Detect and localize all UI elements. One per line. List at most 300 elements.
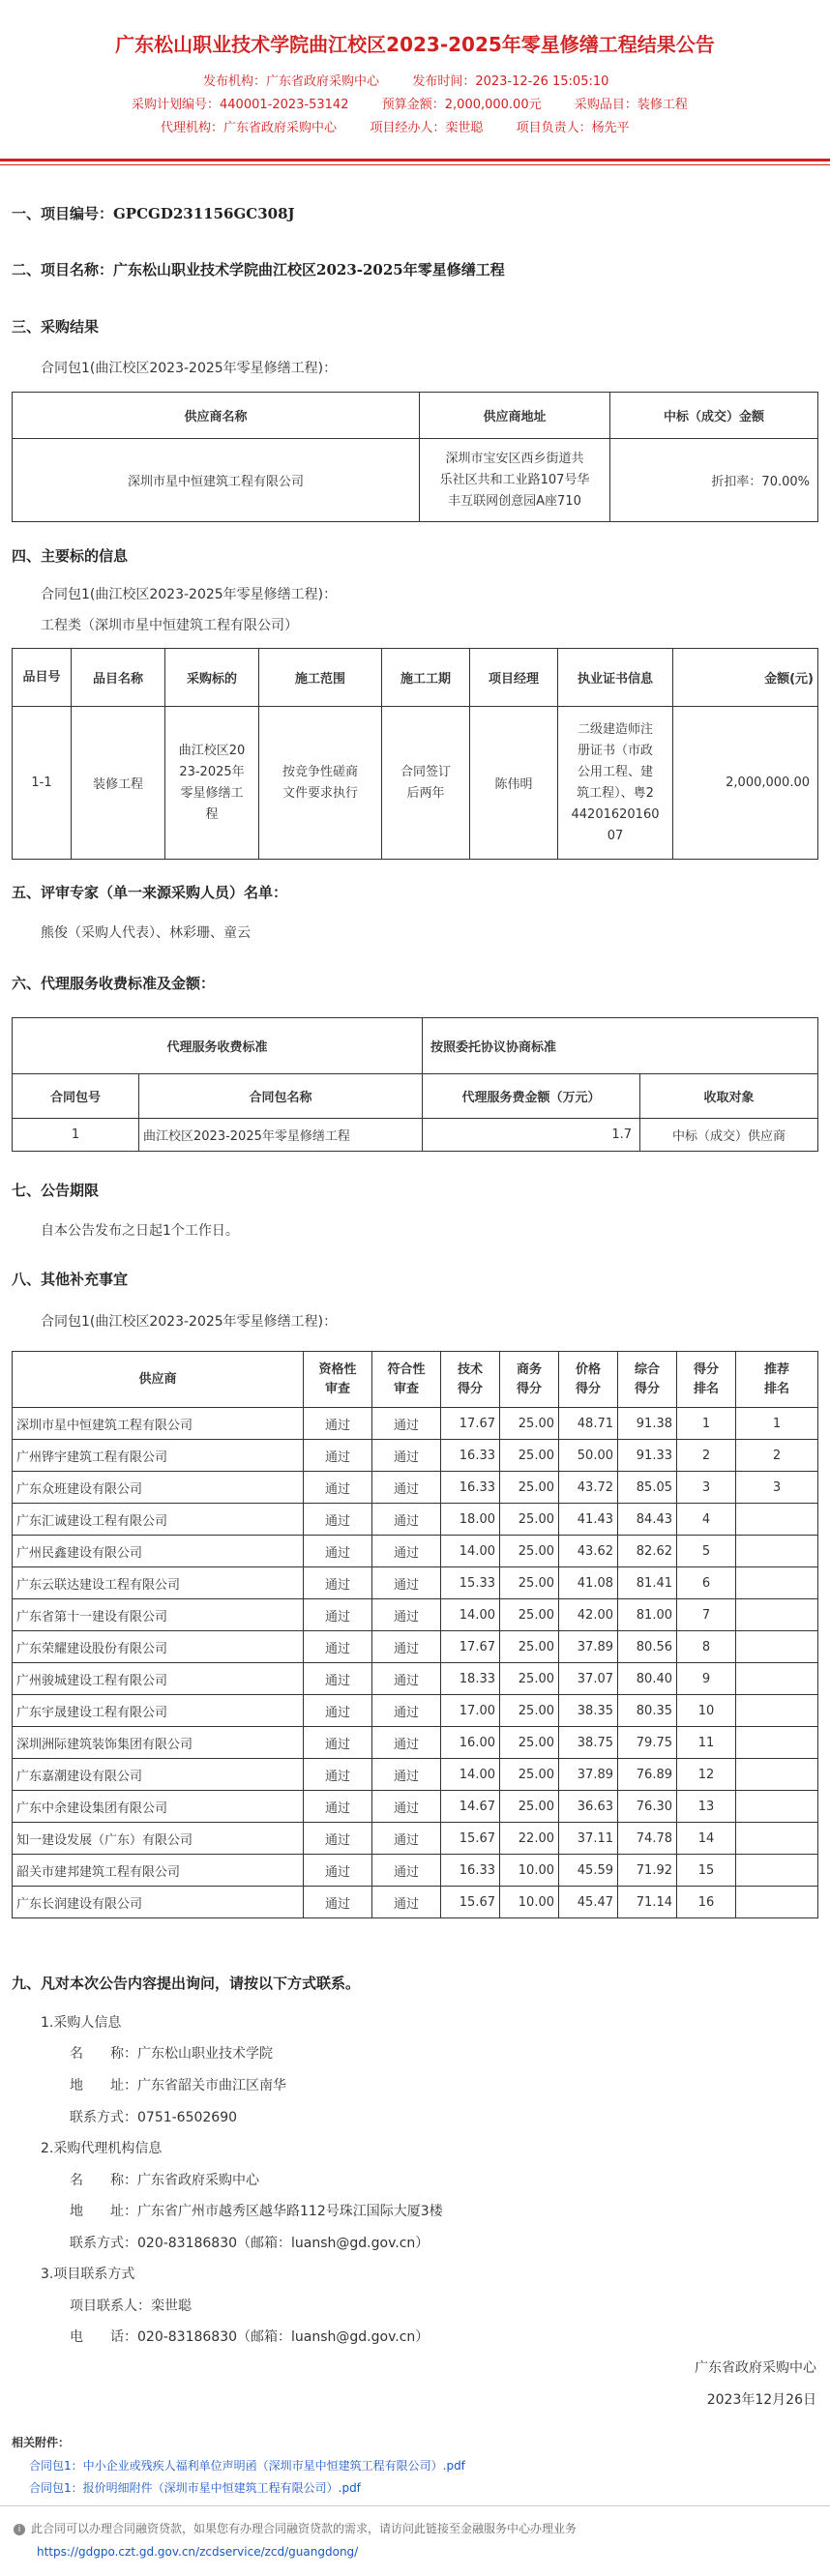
score-cell: 38.35 [559, 1695, 618, 1727]
subject-amount: 2,000,000.00 [673, 707, 818, 860]
score-cell: 广州民鑫建设有限公司 [13, 1536, 304, 1567]
score-cell: 45.59 [559, 1855, 618, 1887]
score-cell: 76.30 [618, 1791, 677, 1823]
score-cell: 14.67 [441, 1791, 500, 1823]
cell-line: 零星修缮工 [180, 785, 244, 801]
score-cell: 79.75 [618, 1727, 677, 1759]
result-col-address: 供应商地址 [420, 393, 610, 439]
score-cell [736, 1759, 818, 1791]
header-line: 商务 [516, 1361, 542, 1377]
score-cell [736, 1695, 818, 1727]
score-col-header [559, 1352, 618, 1408]
score-cell: 41.08 [559, 1567, 618, 1599]
score-cell: 深圳市星中恒建筑工程有限公司 [13, 1408, 304, 1440]
cell-line: 合同签订 [400, 764, 451, 779]
header-line: 审查 [393, 1381, 419, 1396]
score-cell [736, 1599, 818, 1631]
subject-no: 1-1 [13, 707, 72, 860]
score-cell: 4 [677, 1504, 736, 1536]
score-cell: 91.33 [618, 1440, 677, 1472]
score-cell: 广东嘉潮建设有限公司 [13, 1759, 304, 1791]
score-cell: 16.00 [441, 1727, 500, 1759]
score-cell: 36.63 [559, 1791, 618, 1823]
info-icon: i [14, 2524, 25, 2535]
score-cell: 通过 [304, 1727, 372, 1759]
score-cell: 81.00 [618, 1599, 677, 1631]
subject-table [12, 648, 818, 860]
section-subject-heading: 四、主要标的信息 [12, 547, 129, 565]
score-cell: 37.89 [559, 1759, 618, 1791]
attachment-link[interactable]: 合同包1：中小企业或残疾人福利单位声明函（深圳市星中恒建筑工程有限公司）.pdf [29, 2459, 465, 2473]
header-line: 得分 [516, 1381, 542, 1396]
agency-value: 广东省政府采购中心 [223, 121, 338, 135]
score-col-header [441, 1352, 500, 1408]
score-cell: 通过 [304, 1887, 372, 1918]
score-cell: 25.00 [500, 1695, 559, 1727]
table-row [13, 1663, 818, 1695]
score-col-header [618, 1352, 677, 1408]
subject-col-scope: 施工范围 [259, 649, 382, 707]
table-row [13, 1727, 818, 1759]
section-supplement-heading: 八、其他补充事宜 [12, 1271, 129, 1288]
budget-label: 预算金额： [381, 98, 445, 112]
subject-type-label: 工程类（深圳市星中恒建筑工程有限公司） [41, 618, 298, 633]
score-cell: 25.00 [500, 1759, 559, 1791]
meta-row-2 [132, 94, 688, 112]
score-cell: 15.67 [441, 1887, 500, 1918]
fee-name: 曲江校区2023-2025年零星修缮工程 [139, 1119, 423, 1152]
score-col-header [677, 1352, 736, 1408]
footer-divider [0, 2505, 830, 2506]
project-contact-phone: 电 话：020-83186830（邮箱：luansh@gd.gov.cn） [70, 2329, 430, 2345]
score-cell: 16 [677, 1887, 736, 1918]
period-text: 自本公告发布之日起1个工作日。 [41, 1223, 239, 1239]
sign-date: 2023年12月26日 [706, 2392, 816, 2408]
header-line: 得分 [634, 1381, 660, 1396]
header-line: 排名 [693, 1381, 719, 1396]
table-row [13, 1440, 818, 1472]
score-cell: 45.47 [559, 1887, 618, 1918]
score-cell: 通过 [304, 1408, 372, 1440]
score-cell [736, 1504, 818, 1536]
plan-no-value: 440001-2023-53142 [220, 98, 349, 112]
header-line: 综合 [634, 1361, 660, 1377]
score-cell: 通过 [304, 1599, 372, 1631]
attachment-link[interactable]: 合同包1：报价明细附件（深圳市星中恒建筑工程有限公司）.pdf [29, 2481, 361, 2495]
subject-col-period: 施工工期 [382, 649, 470, 707]
header-line: 得分 [575, 1381, 601, 1396]
score-cell: 1 [677, 1408, 736, 1440]
score-cell: 22.00 [500, 1823, 559, 1855]
table-row [13, 1791, 818, 1823]
score-cell: 10.00 [500, 1887, 559, 1918]
table-row [13, 1567, 818, 1599]
score-cell: 2 [677, 1440, 736, 1472]
subject-cert [558, 707, 673, 860]
plan-no-label: 采购计划编号： [132, 98, 221, 112]
address-line: 乐社区共和工业路107号华 [439, 472, 590, 487]
score-cell: 广东云联达建设工程有限公司 [13, 1567, 304, 1599]
header-line: 排名 [763, 1381, 789, 1396]
score-cell: 81.41 [618, 1567, 677, 1599]
score-cell: 25.00 [500, 1567, 559, 1599]
score-cell: 14.00 [441, 1536, 500, 1567]
meta-row-3 [161, 117, 630, 135]
publisher-value: 广东省政府采购中心 [266, 74, 380, 89]
score-cell: 82.62 [618, 1536, 677, 1567]
section-experts-heading: 五、评审专家（单一来源采购人员）名单： [12, 884, 288, 901]
score-cell: 85.05 [618, 1472, 677, 1504]
score-cell [736, 1663, 818, 1695]
header-line: 审查 [324, 1381, 350, 1396]
agency-title: 2.采购代理机构信息 [41, 2141, 163, 2156]
score-cell: 通过 [372, 1887, 441, 1918]
result-table [12, 392, 818, 522]
fee-target: 中标（成交）供应商 [640, 1119, 818, 1152]
score-cell: 16.33 [441, 1440, 500, 1472]
result-col-supplier: 供应商名称 [13, 393, 420, 439]
meta-row-1 [203, 71, 608, 89]
table-row [13, 1504, 818, 1536]
subject-period [382, 707, 470, 860]
score-cell: 84.43 [618, 1504, 677, 1536]
score-cell: 13 [677, 1791, 736, 1823]
score-cell: 通过 [372, 1536, 441, 1567]
score-cell: 15.67 [441, 1823, 500, 1855]
result-address [420, 439, 610, 522]
sign-org: 广东省政府采购中心 [695, 2360, 816, 2376]
score-cell: 广州铧宇建筑工程有限公司 [13, 1440, 304, 1472]
score-cell: 8 [677, 1631, 736, 1663]
score-cell: 80.56 [618, 1631, 677, 1663]
fee-col-no: 合同包号 [13, 1074, 139, 1119]
score-cell: 71.14 [618, 1887, 677, 1918]
fee-std-label: 代理服务收费标准 [13, 1018, 423, 1074]
score-cell: 25.00 [500, 1536, 559, 1567]
header-line: 符合性 [387, 1361, 426, 1377]
agency-address: 地 址：广东省广州市越秀区越华路112号珠江国际大厦3楼 [70, 2204, 443, 2219]
score-cell: 通过 [372, 1440, 441, 1472]
subject-col-amount: 金额(元) [673, 649, 818, 707]
header-line: 价格 [575, 1361, 601, 1377]
score-cell: 11 [677, 1727, 736, 1759]
header-line: 得分 [457, 1381, 483, 1396]
score-cell: 25.00 [500, 1727, 559, 1759]
score-cell: 42.00 [559, 1599, 618, 1631]
score-cell: 广东荣耀建设股份有限公司 [13, 1631, 304, 1663]
score-cell: 通过 [372, 1727, 441, 1759]
section-project-name: 二、项目名称：广东松山职业技术学院曲江校区2023-2025年零星修缮工程 [12, 261, 505, 278]
score-col-header: 供应商 [13, 1352, 304, 1408]
score-cell: 14 [677, 1823, 736, 1855]
table-row [13, 1823, 818, 1855]
page-title: 广东松山职业技术学院曲江校区2023-2025年零星修缮工程结果公告 [115, 33, 715, 56]
score-cell [736, 1791, 818, 1823]
subject-name: 装修工程 [72, 707, 165, 860]
purchaser-name: 名 称：广东松山职业技术学院 [70, 2046, 273, 2062]
score-col-header [304, 1352, 372, 1408]
attachments-label: 相关附件： [12, 2436, 71, 2449]
score-cell: 50.00 [559, 1440, 618, 1472]
score-cell: 广东省第十一建设有限公司 [13, 1599, 304, 1631]
score-cell: 广东宇晟建设工程有限公司 [13, 1695, 304, 1727]
score-cell: 通过 [372, 1631, 441, 1663]
header-line: 推荐 [763, 1361, 789, 1377]
cell-line: 按竞争性磋商 [282, 764, 358, 779]
fee-amount: 1.7 [423, 1119, 640, 1152]
score-cell: 16.33 [441, 1472, 500, 1504]
table-row [13, 1599, 818, 1631]
cell-line: 程 [205, 806, 219, 822]
score-cell [736, 1855, 818, 1887]
score-cell: 通过 [372, 1472, 441, 1504]
cell-line: 册证书（市政 [577, 743, 653, 758]
result-col-amount: 中标（成交）金额 [610, 393, 818, 439]
section-period-heading: 七、公告期限 [12, 1182, 100, 1199]
cell-line: 文件要求执行 [282, 785, 358, 801]
score-cell: 7 [677, 1599, 736, 1631]
score-cell: 通过 [372, 1663, 441, 1695]
score-cell: 16.33 [441, 1855, 500, 1887]
score-table [12, 1351, 818, 1918]
finance-notice [14, 2520, 577, 2536]
agency-label: 代理机构： [161, 121, 224, 135]
score-cell: 25.00 [500, 1631, 559, 1663]
cell-line: 23-2025年 [179, 764, 245, 779]
cell-line: 07 [607, 828, 624, 843]
score-cell: 广东汇诚建设工程有限公司 [13, 1504, 304, 1536]
score-cell [736, 1631, 818, 1663]
score-cell: 通过 [372, 1823, 441, 1855]
score-cell: 通过 [372, 1791, 441, 1823]
score-cell [736, 1536, 818, 1567]
score-header-row [13, 1352, 818, 1408]
score-cell: 25.00 [500, 1440, 559, 1472]
table-row [13, 1759, 818, 1791]
score-cell: 37.07 [559, 1663, 618, 1695]
score-cell: 18.00 [441, 1504, 500, 1536]
score-cell: 通过 [304, 1440, 372, 1472]
result-supplier: 深圳市星中恒建筑工程有限公司 [13, 439, 420, 522]
handler-value: 栾世聪 [445, 121, 484, 135]
section-fee-heading: 六、代理服务收费标准及金额： [12, 975, 216, 992]
score-cell: 14.00 [441, 1599, 500, 1631]
supplement-package-label: 合同包1(曲江校区2023-2025年零星修缮工程)： [41, 1314, 338, 1330]
cell-line: 后两年 [406, 785, 445, 801]
subject-scope [259, 707, 382, 860]
result-package-label: 合同包1(曲江校区2023-2025年零星修缮工程)： [41, 361, 338, 376]
score-cell: 80.40 [618, 1663, 677, 1695]
cell-line: 44201620160 [571, 806, 660, 822]
header-text: 品目号 [22, 669, 61, 685]
score-cell: 9 [677, 1663, 736, 1695]
score-cell: 通过 [304, 1791, 372, 1823]
score-cell: 通过 [372, 1759, 441, 1791]
handler-label: 项目经办人： [370, 121, 446, 135]
score-cell: 深圳洲际建筑装饰集团有限公司 [13, 1727, 304, 1759]
score-cell: 10 [677, 1695, 736, 1727]
table-row [13, 1472, 818, 1504]
score-cell: 2 [736, 1440, 818, 1472]
table-row [13, 439, 818, 522]
fee-table [12, 1017, 818, 1152]
score-cell: 通过 [372, 1855, 441, 1887]
score-cell: 17.67 [441, 1631, 500, 1663]
subject-package-label: 合同包1(曲江校区2023-2025年零星修缮工程)： [41, 587, 338, 602]
score-cell: 韶关市建邦建筑工程有限公司 [13, 1855, 304, 1887]
score-cell: 1 [736, 1408, 818, 1440]
score-cell: 71.92 [618, 1855, 677, 1887]
score-cell: 通过 [304, 1472, 372, 1504]
score-cell: 广东中余建设集团有限公司 [13, 1791, 304, 1823]
score-cell: 通过 [304, 1504, 372, 1536]
score-cell: 通过 [372, 1408, 441, 1440]
score-cell: 14.00 [441, 1759, 500, 1791]
fee-col-target: 收取对象 [640, 1074, 818, 1119]
score-cell: 10.00 [500, 1855, 559, 1887]
score-cell [736, 1727, 818, 1759]
fee-col-name: 合同包名称 [139, 1074, 423, 1119]
score-cell: 25.00 [500, 1408, 559, 1440]
subject-col-no [13, 649, 72, 707]
section-contact-heading: 九、凡对本次公告内容提出询问，请按以下方式联系。 [12, 1975, 361, 1992]
finance-notice-text: 此合同可以办理合同融资贷款，如果您有办理合同融资贷款的需求，请访问此链接至金融服务中心办理业务 [31, 2522, 578, 2535]
score-cell: 通过 [372, 1695, 441, 1727]
project-contact-title: 3.项目联系方式 [41, 2267, 135, 2282]
score-cell: 15.33 [441, 1567, 500, 1599]
score-cell: 通过 [304, 1631, 372, 1663]
score-cell: 广东众班建设有限公司 [13, 1472, 304, 1504]
address-line: 深圳市宝安区西乡街道共 [445, 451, 584, 466]
score-cell: 3 [677, 1472, 736, 1504]
publish-time-value: 2023-12-26 15:05:10 [475, 74, 609, 89]
score-cell: 80.35 [618, 1695, 677, 1727]
score-cell: 25.00 [500, 1791, 559, 1823]
score-cell: 43.62 [559, 1536, 618, 1567]
score-cell: 37.89 [559, 1631, 618, 1663]
project-contact-person: 项目联系人：栾世聪 [70, 2298, 192, 2314]
fee-std-value: 按照委托协议协商标准 [423, 1018, 818, 1074]
score-cell: 17.67 [441, 1408, 500, 1440]
score-cell: 25.00 [500, 1504, 559, 1536]
score-cell: 48.71 [559, 1408, 618, 1440]
score-cell: 38.75 [559, 1727, 618, 1759]
purchaser-title: 1.采购人信息 [41, 2015, 122, 2031]
score-col-header [736, 1352, 818, 1408]
score-cell: 知一建设发展（广东）有限公司 [13, 1823, 304, 1855]
score-cell: 91.38 [618, 1408, 677, 1440]
score-cell: 43.72 [559, 1472, 618, 1504]
cell-line: 公用工程、建 [577, 764, 653, 779]
score-cell: 25.00 [500, 1599, 559, 1631]
score-col-header [372, 1352, 441, 1408]
score-cell: 12 [677, 1759, 736, 1791]
result-amount: 折扣率：70.00% [610, 439, 818, 522]
score-cell: 通过 [372, 1599, 441, 1631]
fee-col-amount: 代理服务费金额（万元） [423, 1074, 640, 1119]
address-line: 丰互联网创意园A座710 [448, 493, 581, 509]
leader-label: 项目负责人： [516, 121, 592, 135]
table-row [13, 1855, 818, 1887]
cell-line: 曲江校区20 [178, 743, 246, 758]
table-row [13, 1408, 818, 1440]
header-line: 得分 [693, 1361, 719, 1377]
table-row [13, 1631, 818, 1663]
section-project-no: 一、项目编号：GPCGD231156GC308J [12, 205, 295, 222]
score-cell: 通过 [304, 1663, 372, 1695]
score-cell: 5 [677, 1536, 736, 1567]
subject-col-manager: 项目经理 [470, 649, 558, 707]
category-label: 采购品目： [574, 98, 637, 112]
subject-target [165, 707, 259, 860]
purchaser-phone: 联系方式：0751-6502690 [70, 2110, 238, 2125]
score-cell [736, 1823, 818, 1855]
score-cell: 通过 [304, 1695, 372, 1727]
score-col-header [500, 1352, 559, 1408]
table-row [13, 1887, 818, 1918]
publish-time-label: 发布时间： [412, 74, 476, 89]
fee-no: 1 [13, 1119, 139, 1152]
subject-col-target: 采购标的 [165, 649, 259, 707]
subject-manager: 陈伟明 [470, 707, 558, 860]
score-cell: 通过 [372, 1567, 441, 1599]
score-cell: 通过 [372, 1504, 441, 1536]
experts-names: 熊俊（采购人代表）、林彩珊、童云 [41, 925, 251, 941]
score-cell: 25.00 [500, 1663, 559, 1695]
section-result-heading: 三、采购结果 [12, 318, 100, 336]
score-cell: 通过 [304, 1536, 372, 1567]
score-cell [736, 1567, 818, 1599]
subject-col-cert: 执业证书信息 [558, 649, 673, 707]
cell-line: 二级建造师注 [577, 721, 653, 737]
header-line: 资格性 [318, 1361, 357, 1377]
score-cell: 25.00 [500, 1472, 559, 1504]
score-cell: 15 [677, 1855, 736, 1887]
header-line: 技术 [457, 1361, 483, 1377]
purchaser-address: 地 址：广东省韶关市曲江区南华 [70, 2078, 286, 2093]
score-body [13, 1408, 818, 1918]
subject-col-name: 品目名称 [72, 649, 165, 707]
score-cell: 3 [736, 1472, 818, 1504]
table-row [13, 707, 818, 860]
score-cell: 广东长润建设有限公司 [13, 1887, 304, 1918]
score-cell: 通过 [304, 1567, 372, 1599]
table-row [13, 1536, 818, 1567]
table-row [13, 1119, 818, 1152]
score-cell: 41.43 [559, 1504, 618, 1536]
agency-name: 名 称：广东省政府采购中心 [70, 2173, 259, 2188]
budget-value: 2,000,000.00元 [444, 98, 542, 112]
cell-line: 筑工程）、粤2 [577, 785, 654, 801]
score-cell: 37.11 [559, 1823, 618, 1855]
leader-value: 杨先平 [591, 121, 630, 135]
score-cell: 17.00 [441, 1695, 500, 1727]
score-cell: 通过 [304, 1823, 372, 1855]
score-cell: 通过 [304, 1759, 372, 1791]
agency-phone: 联系方式：020-83186830（邮箱：luansh@gd.gov.cn） [70, 2236, 430, 2251]
score-cell: 6 [677, 1567, 736, 1599]
header-divider [0, 159, 830, 161]
header-divider-thin [0, 164, 830, 165]
table-row [13, 1695, 818, 1727]
score-cell: 广州骏城建设工程有限公司 [13, 1663, 304, 1695]
score-cell: 76.89 [618, 1759, 677, 1791]
score-cell: 通过 [304, 1855, 372, 1887]
category-value: 装修工程 [637, 98, 688, 112]
finance-link[interactable]: https://gdgpo.czt.gd.gov.cn/zcdservice/zcd/guangdong/ [37, 2545, 359, 2559]
publisher-label: 发布机构： [203, 74, 267, 89]
score-cell: 18.33 [441, 1663, 500, 1695]
